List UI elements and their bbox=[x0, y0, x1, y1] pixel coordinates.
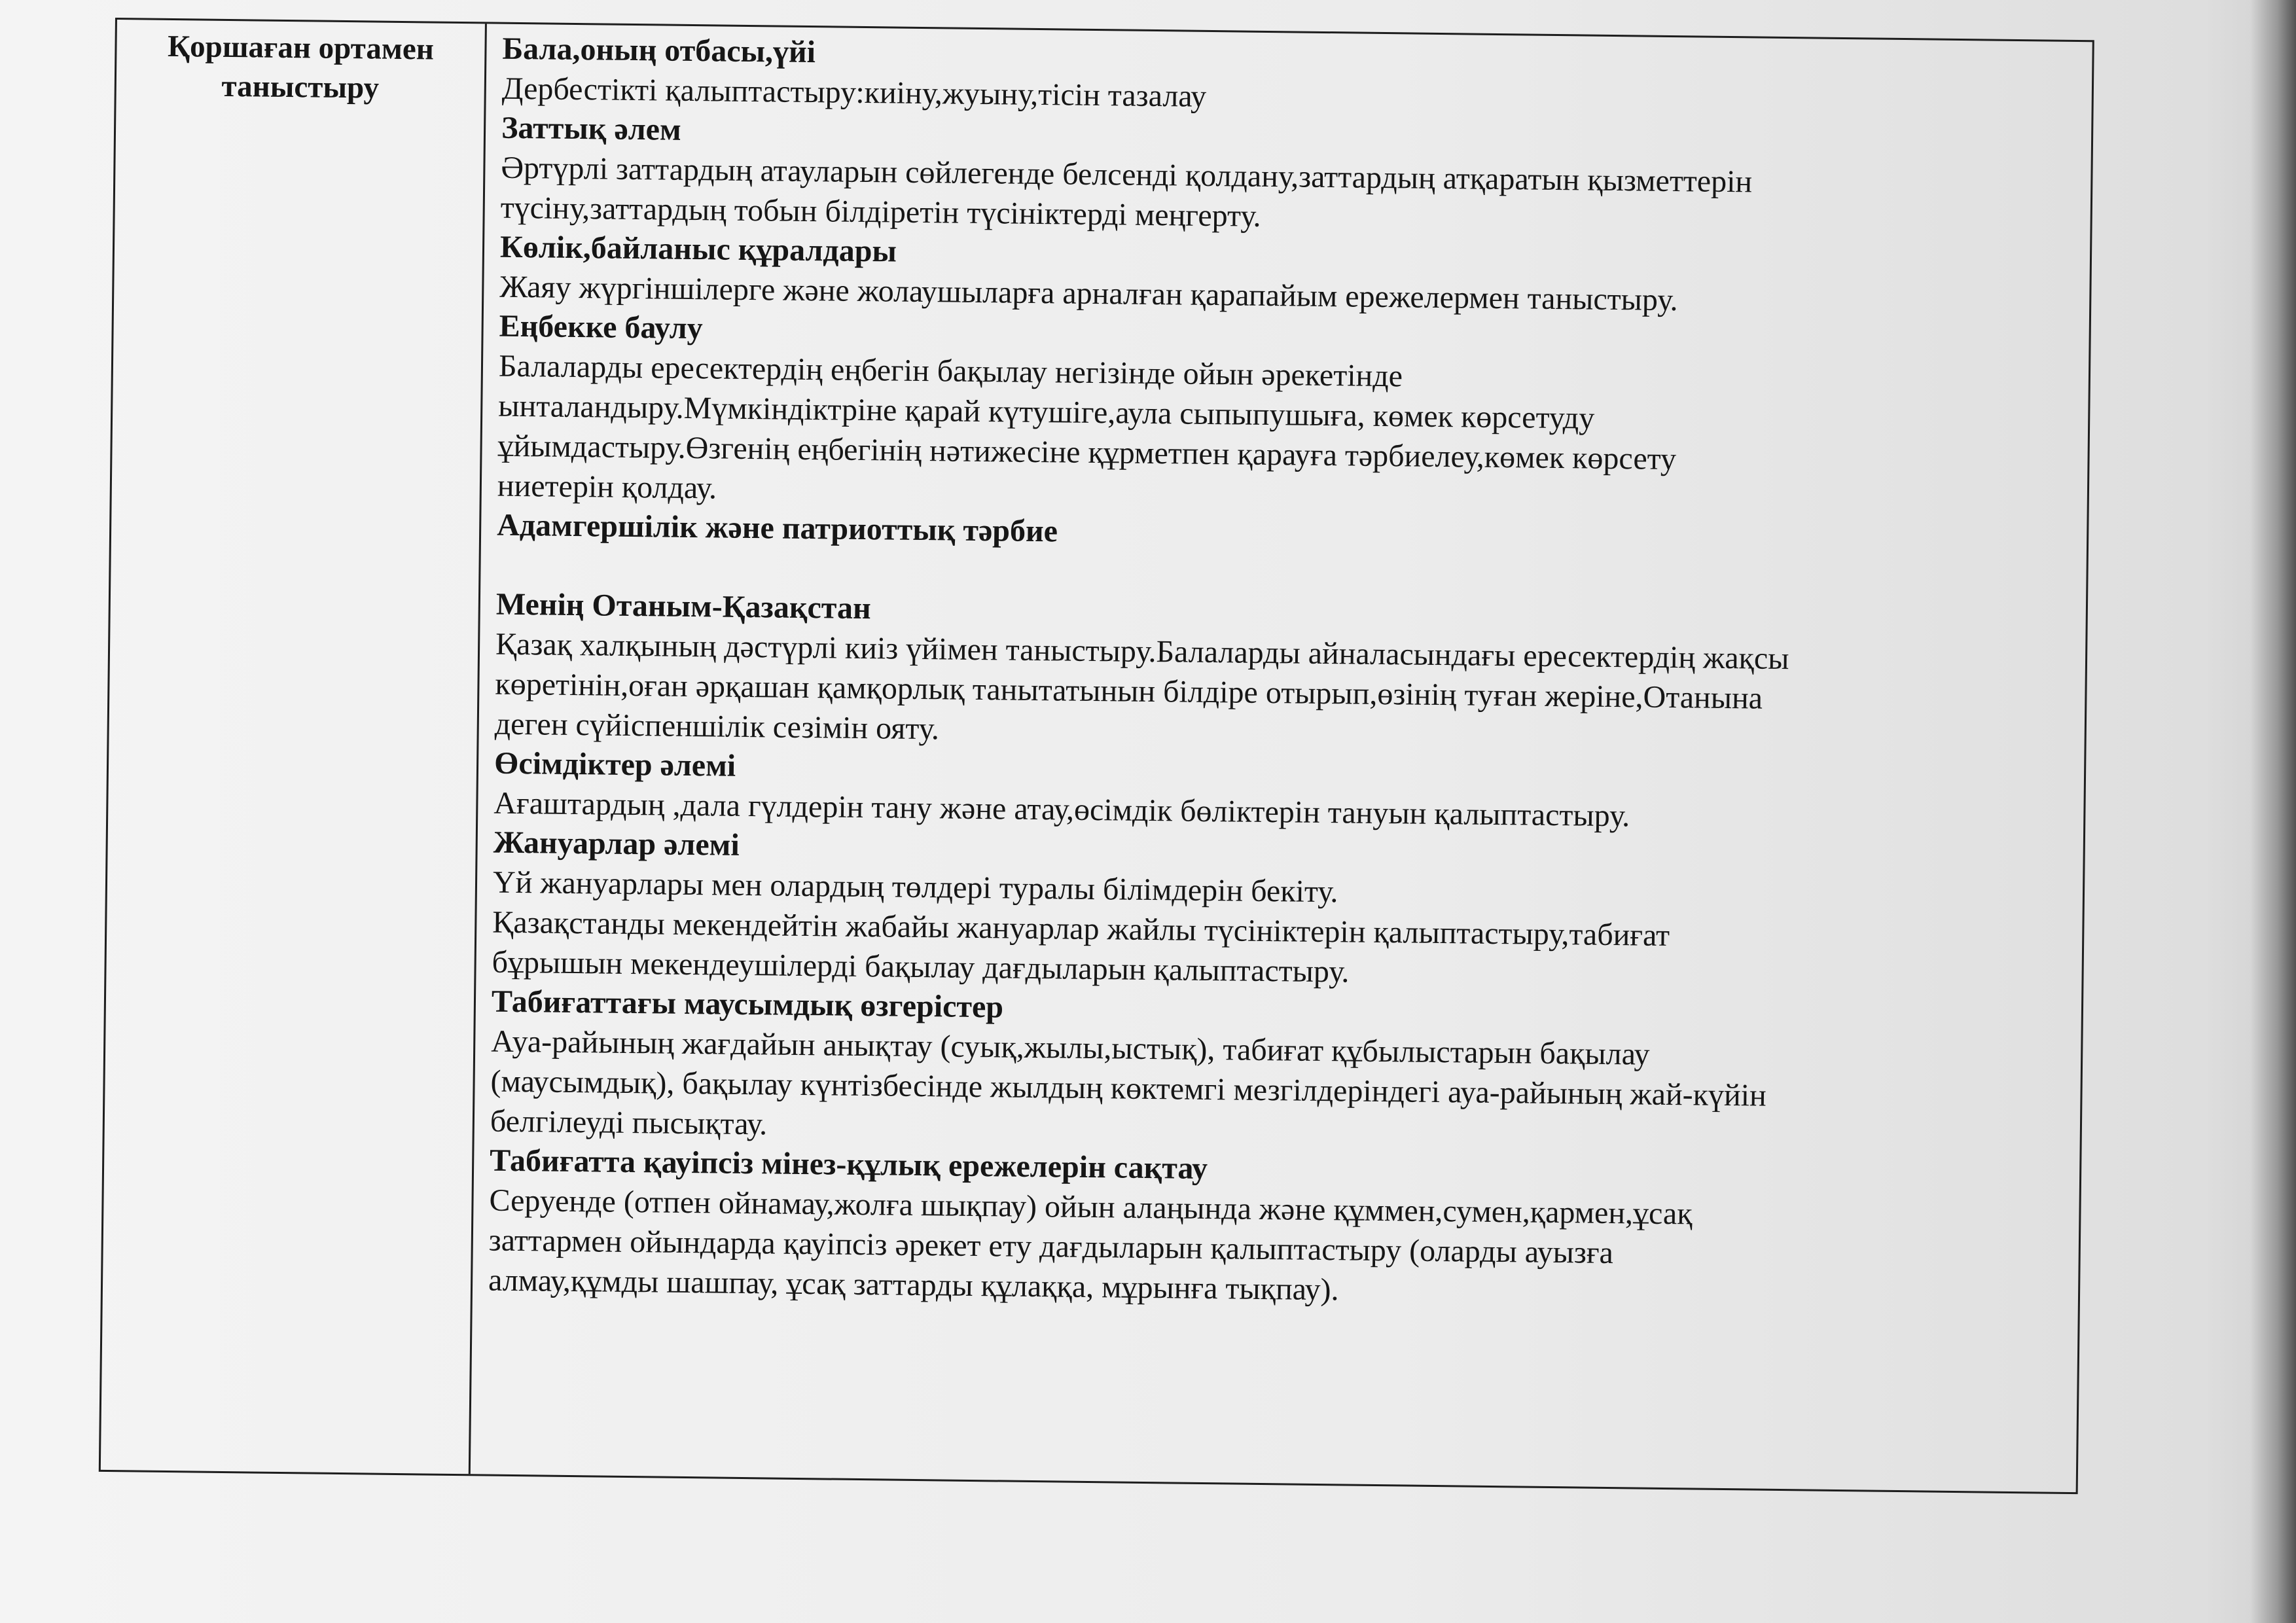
section-body: Үй жануарлары мен олардың төлдері туралы білімдерін бекіту. Қазақстанды мекендейтін жабайы жануарлар жайлы түсініктерін қалыптастыру,табиғат бұрышын мекендеушілерді бақылау дағдыларын қалыптастыру. bbox=[492, 865, 1670, 990]
section-body: Балаларды ересектердің еңбегін бақылау негізінде ойын әрекетінде ынталандыру.Мүмкіндіктріне қарай күтушіге,аула сыпыпушыға, көмек көрсетуду ұйымдастыру.Өзгенің еңбегінің нәтижесіне құрметпен қарауға тәрбиелеу,көмек көрсету ниетерін қолдау. bbox=[497, 348, 1677, 506]
page-edge-shadow bbox=[2250, 0, 2296, 1623]
section-heading: Заттық әлем bbox=[501, 110, 682, 147]
curriculum-table bbox=[99, 18, 2094, 1494]
section-objects-world bbox=[500, 109, 2072, 245]
section-heading: Жануарлар әлемі bbox=[493, 825, 740, 863]
section-labour bbox=[497, 307, 2070, 524]
section-body: Серуенде (отпен ойнамау,жолға шықпау) ойын алаңында және құммен,сумен,қармен,ұсақ заттармен ойындарда қауіпсіз әрекет ету дағдыларын қалыптастыру (оларды ауызға алмау,құмды шашпау, ұсақ заттарды құлаққа, мұрынға тықпау). bbox=[488, 1183, 1693, 1308]
section-heading: Бала,оның отбасы,үйі bbox=[502, 31, 816, 70]
section-heading: Адамгершілік және патриоттық тәрбие bbox=[496, 507, 1058, 549]
section-heading: Өсімдіктер әлемі bbox=[493, 745, 736, 783]
section-body: Жаяу жүргіншілерге және жолаушыларға арналған қарапайым ережелермен таныстыру. bbox=[499, 269, 1678, 318]
section-heading: Табиғатта қауіпсіз мінез-құлық ережелерін сақтау bbox=[489, 1143, 1208, 1186]
subject-cell bbox=[101, 20, 487, 1474]
section-body: Дербестікті қалыптастыру:киіну,жуыну,тісін тазалау bbox=[501, 71, 1207, 114]
section-animals bbox=[492, 823, 2064, 1000]
section-body: Әртүрлі заттардың атауларын сөйлегенде белсенді қолдану,заттардың атқаратын қызметтерін түсіну,заттардың тобын білдіретін түсініктерді меңгерту. bbox=[500, 150, 1753, 234]
section-heading: Табиғаттағы маусымдық өзгерістер bbox=[491, 984, 1004, 1025]
section-heading: Еңбекке баулу bbox=[499, 308, 704, 346]
section-body: Ауа-райының жағдайын анықтау (суық,жылы,ыстық), табиғат құбылыстарын бақылау (маусымдық), бақылау күнтізбесінде жылдың көктемгі мезгілдеріндегі ауа-райының жай-күйін белгілеуді пысықтау. bbox=[490, 1024, 1767, 1142]
section-body: Ағаштардың ,дала гүлдерін тану және атау,өсімдік бөліктерін тануын қалыптастыру. bbox=[493, 785, 1630, 834]
subject-title: Қоршаған ортамен таныстыру bbox=[167, 29, 435, 105]
section-homeland bbox=[494, 585, 2066, 762]
section-heading: Көлік,байланыс құралдары bbox=[499, 229, 897, 269]
section-heading: Менің Отаным-Қазақстан bbox=[495, 586, 871, 626]
bleed-through-text: ​ bbox=[313, 813, 315, 880]
section-seasons bbox=[490, 982, 2062, 1159]
section-body: Қазақ халқының дәстүрлі киіз үйімен таныстыру.Балаларды айналасындағы ересектердің жақсы көретінін,оған әрқашан қамқорлық танытатынын білдіре отырып,өзінің туған жеріне,Отанына деген сүйіспеншілік сезімін ояту. bbox=[494, 626, 1789, 747]
section-safety bbox=[488, 1141, 2060, 1318]
content-cell bbox=[471, 24, 2092, 1492]
